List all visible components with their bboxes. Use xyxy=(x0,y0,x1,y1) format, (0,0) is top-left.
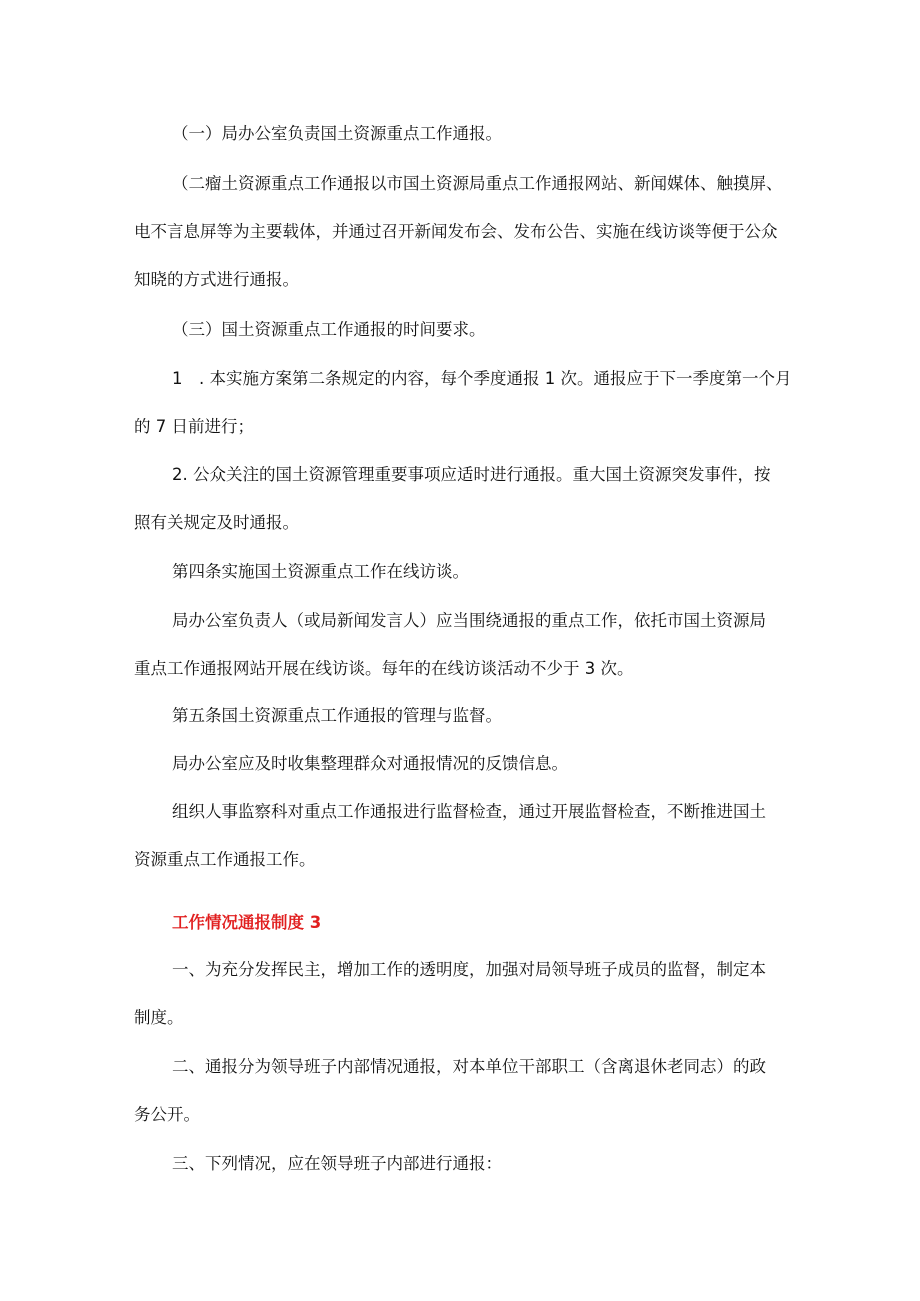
paragraph-time-requirements xyxy=(134,306,802,354)
text-line: 照有关规定及时通报。 xyxy=(134,513,299,532)
paragraph-feedback xyxy=(134,740,802,788)
text-line: 2. 公众关注的国土资源管理重要事项应适时进行通报。重大国土资源突发事件，按 xyxy=(172,465,771,484)
text-line: （一）局办公室负责国土资源重点工作通报。 xyxy=(172,124,502,143)
paragraph-bureau-office xyxy=(134,110,802,158)
paragraph-rule-2 xyxy=(134,1043,802,1139)
paragraph-item-1 xyxy=(134,355,802,451)
paragraph-rule-1 xyxy=(134,946,802,1042)
paragraph-carriers xyxy=(134,160,802,304)
text-line: 局办公室应及时收集整理群众对通报情况的反馈信息。 xyxy=(172,754,568,773)
text-line: （二瘤土资源重点工作通报以市国土资源局重点工作通报网站、新闻媒体、触摸屏、 xyxy=(172,174,783,193)
paragraph-rule-3 xyxy=(134,1140,802,1188)
paragraph-supervision xyxy=(134,788,802,884)
text-line: 三、下列情况，应在领导班子内部进行通报： xyxy=(172,1154,502,1173)
paragraph-online-interview xyxy=(134,597,802,693)
text-line: 知晓的方式进行通报。 xyxy=(134,270,299,289)
paragraph-article-4 xyxy=(134,548,802,596)
text-line: 制度。 xyxy=(134,1008,184,1027)
text-line: （三）国土资源重点工作通报的时间要求。 xyxy=(172,320,486,339)
text-line: 局办公室负责人（或局新闻发言人）应当围绕通报的重点工作，依托市国土资源局 xyxy=(172,611,766,630)
text-line: 第五条国土资源重点工作通报的管理与监督。 xyxy=(172,706,502,725)
section-title: 工作情况通报制度 3 xyxy=(172,913,322,932)
text-line: 务公开。 xyxy=(134,1105,200,1124)
text-line: 一、为充分发挥民主，增加工作的透明度，加强对局领导班子成员的监督，制定本 xyxy=(172,960,766,979)
text-line: 二、通报分为领导班子内部情况通报，对本单位干部职工（含离退休老同志）的政 xyxy=(172,1057,766,1076)
paragraph-article-5 xyxy=(134,692,802,740)
text-line: 电不言息屏等为主要载体，并通过召开新闻发布会、发布公告、实施在线访谈等便于公众 xyxy=(134,222,778,241)
text-line: 重点工作通报网站开展在线访谈。每年的在线访谈活动不少于 3 次。 xyxy=(134,659,634,678)
text-line: 组织人事监察科对重点工作通报进行监督检查，通过开展监督检查，不断推进国土 xyxy=(172,802,766,821)
text-line: 资源重点工作通报工作。 xyxy=(134,850,316,869)
text-line: 第四条实施国土资源重点工作在线访谈。 xyxy=(172,562,469,581)
text-line: 1 . 本实施方案第二条规定的内容，每个季度通报 1 次。通报应于下一季度第一个月 xyxy=(172,369,792,388)
paragraph-item-2 xyxy=(134,451,802,547)
text-line: 的 7 日前进行； xyxy=(134,417,254,436)
section-heading xyxy=(134,899,802,947)
